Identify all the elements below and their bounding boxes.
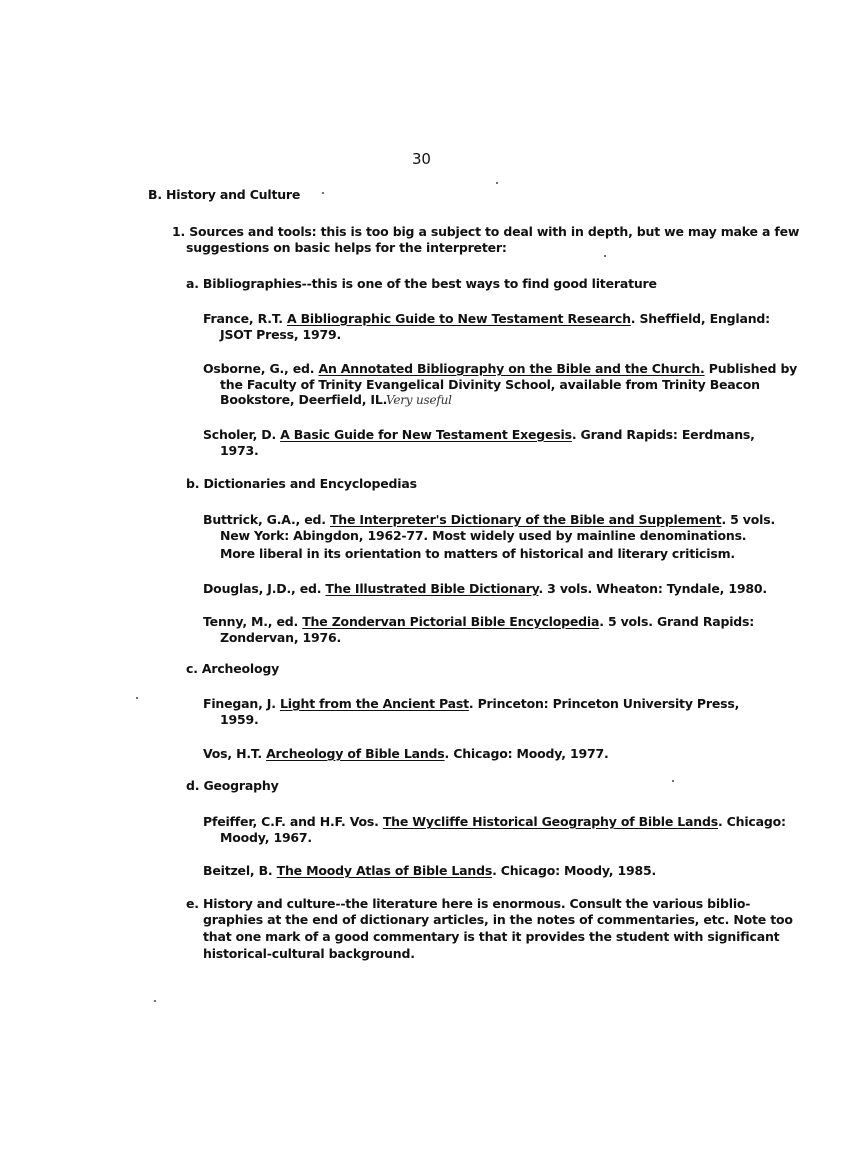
entry-title: The Interpreter's Dictionary of the Bible and Supplement <box>329 512 722 527</box>
page-number: 30 <box>412 150 431 168</box>
entry-publication: . Chicago: Moody, 1977. <box>444 746 609 761</box>
entry-author: Vos, H.T. <box>203 746 267 761</box>
entry-publication: . 3 vols. Wheaton: Tyndale, 1980. <box>538 581 767 596</box>
entry-continuation: 1973. <box>220 443 259 458</box>
entry-title: Archeology of Bible Lands <box>266 746 445 761</box>
bib-entry-tenny <box>203 614 754 629</box>
item1-line2: suggestions on basic helps for the interpreter: <box>186 240 507 255</box>
bib-entry-douglas <box>203 581 767 596</box>
subsection-e-line2: graphies at the end of dictionary articles, in the notes of commentaries, etc. Note too <box>203 912 793 927</box>
entry-author: France, R.T. <box>203 311 287 326</box>
subsection-e-line1: e. History and culture--the literature here is enormous. Consult the various biblio- <box>186 896 751 911</box>
entry-title: An Annotated Bibliography on the Bible and the Church. <box>318 361 705 376</box>
entry-continuation: New York: Abingdon, 1962-77. Most widely used by mainline denominations. <box>220 528 747 543</box>
section-heading <box>148 187 300 202</box>
section-letter: B. <box>148 187 162 202</box>
entry-author: Pfeiffer, C.F. and H.F. Vos. <box>203 814 383 829</box>
entry-publication: . Sheffield, England: <box>630 311 770 326</box>
entry-title: The Wycliffe Historical Geography of Bible Lands <box>382 814 718 829</box>
scan-speck <box>496 182 498 184</box>
subsection-e-line3: that one mark of a good commentary is that it provides the student with significant <box>203 929 780 944</box>
entry-continuation: the Faculty of Trinity Evangelical Divinity School, available from Trinity Beacon <box>220 377 760 392</box>
entry-publication: . Chicago: Moody, 1985. <box>492 863 657 878</box>
bib-entry-vos <box>203 746 609 761</box>
bib-entry-beitzel <box>203 863 656 878</box>
subsection-d-heading: d. Geography <box>186 778 279 793</box>
entry-continuation: Zondervan, 1976. <box>220 630 342 645</box>
bib-entry-france <box>203 311 770 326</box>
entry-title: The Moody Atlas of Bible Lands <box>276 863 493 878</box>
entry-author: Finegan, J. <box>203 696 280 711</box>
scan-speck <box>154 1000 156 1002</box>
entry-continuation: Moody, 1967. <box>220 830 312 845</box>
bib-entry-scholer <box>203 427 755 442</box>
entry-title: The Illustrated Bible Dictionary <box>325 581 539 596</box>
scan-speck <box>604 255 606 257</box>
entry-author: Buttrick, G.A., ed. <box>203 512 330 527</box>
entry-continuation: More liberal in its orientation to matters of historical and literary criticism. <box>220 546 735 561</box>
entry-publication: . 5 vols. <box>721 512 776 527</box>
entry-author: Douglas, J.D., ed. <box>203 581 326 596</box>
handwritten-note: Very useful <box>386 393 452 407</box>
item1-line1: 1. Sources and tools: this is too big a subject to deal with in depth, but we may make a few <box>172 224 800 239</box>
entry-title: A Basic Guide for New Testament Exegesis <box>280 427 572 442</box>
entry-continuation: 1959. <box>220 712 259 727</box>
entry-author: Beitzel, B. <box>203 863 277 878</box>
bib-entry-osborne <box>203 361 797 376</box>
entry-author: Osborne, G., ed. <box>203 361 319 376</box>
subsection-b-heading: b. Dictionaries and Encyclopedias <box>186 476 417 491</box>
entry-publication: . Princeton: Princeton University Press, <box>468 696 740 711</box>
scan-speck <box>322 192 324 194</box>
entry-title: Light from the Ancient Past <box>279 696 469 711</box>
subsection-a-heading: a. Bibliographies--this is one of the best ways to find good literature <box>186 276 657 291</box>
scan-speck <box>672 780 674 782</box>
subsection-e-line4: historical-cultural background. <box>203 946 415 961</box>
entry-publication: . Grand Rapids: Eerdmans, <box>571 427 755 442</box>
entry-title: A Bibliographic Guide to New Testament Research <box>286 311 631 326</box>
entry-author: Tenny, M., ed. <box>203 614 303 629</box>
section-title: History and Culture <box>166 187 301 202</box>
bib-entry-pfeiffer <box>203 814 786 829</box>
subsection-c-heading: c. Archeology <box>186 661 280 676</box>
entry-author: Scholer, D. <box>203 427 281 442</box>
entry-publication: Published by <box>704 361 798 376</box>
entry-continuation: Bookstore, Deerfield, IL. <box>220 392 388 407</box>
scan-speck <box>136 697 138 699</box>
entry-title: The Zondervan Pictorial Bible Encyclopedia <box>302 614 600 629</box>
entry-continuation: JSOT Press, 1979. <box>220 327 342 342</box>
bib-entry-buttrick <box>203 512 775 527</box>
entry-publication: . 5 vols. Grand Rapids: <box>599 614 755 629</box>
bib-entry-finegan <box>203 696 739 711</box>
entry-publication: . Chicago: <box>717 814 786 829</box>
